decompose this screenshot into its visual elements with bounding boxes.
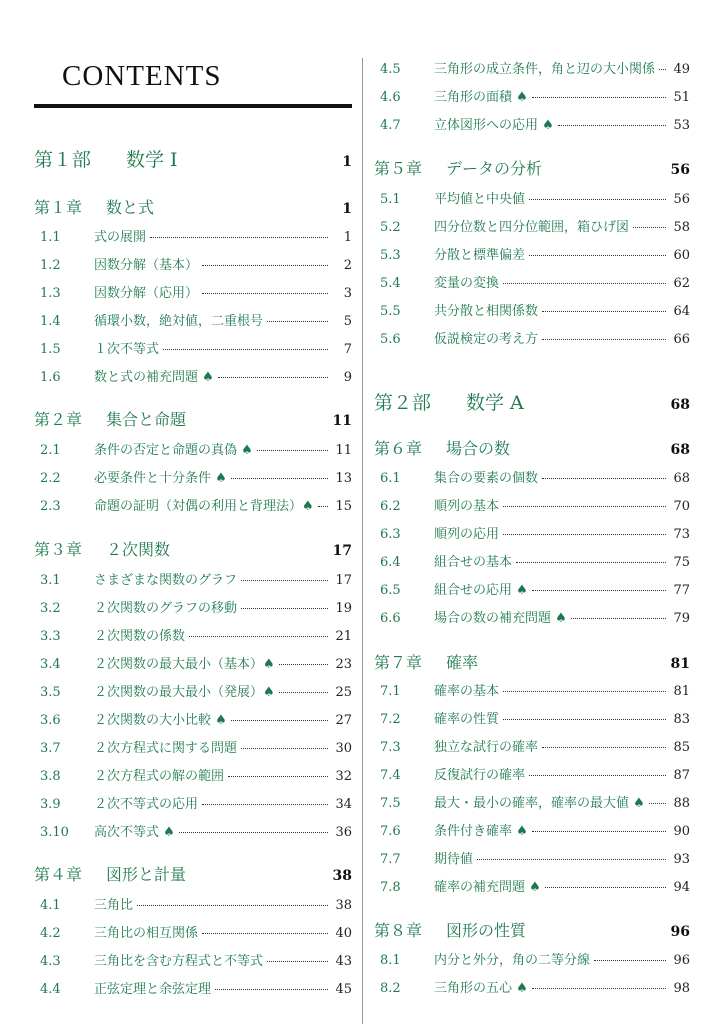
dot-leader xyxy=(241,608,328,609)
section-page: 56 xyxy=(673,192,690,207)
toc-entry-1-4[interactable] xyxy=(34,310,352,329)
chapter-number: 第３章 xyxy=(34,540,83,559)
section-page: 70 xyxy=(673,499,690,514)
toc-entry-7-8[interactable] xyxy=(374,876,690,895)
toc-entry-1-1[interactable] xyxy=(34,226,352,245)
section-title: 条件付き確率 ♠ xyxy=(434,824,528,839)
section-number: 7.1 xyxy=(380,684,401,699)
toc-left-column xyxy=(34,0,352,1024)
dot-leader xyxy=(241,580,328,581)
dot-leader xyxy=(503,691,666,692)
dot-leader xyxy=(571,618,666,619)
section-title: 反復試行の確率 xyxy=(434,768,526,783)
dot-leader xyxy=(503,506,666,507)
dot-leader xyxy=(202,804,328,805)
dot-leader xyxy=(529,255,666,256)
section-number: 6.2 xyxy=(380,499,401,514)
section-number: 8.2 xyxy=(380,981,401,996)
section-number: 6.5 xyxy=(380,583,401,598)
dot-leader xyxy=(218,377,328,378)
toc-entry-4-7[interactable] xyxy=(374,114,690,133)
section-page: 77 xyxy=(673,583,690,598)
toc-entry-7-2[interactable] xyxy=(374,708,690,727)
toc-entry-4-2[interactable] xyxy=(34,922,352,941)
toc-entry-2-3[interactable] xyxy=(34,495,352,514)
toc-entry-6-3[interactable] xyxy=(374,523,690,542)
dot-leader xyxy=(542,311,666,312)
section-title: さまざまな関数のグラフ xyxy=(94,573,238,588)
section-page: 3 xyxy=(343,286,352,301)
section-page: 9 xyxy=(343,370,352,385)
toc-chapter-7[interactable] xyxy=(374,650,690,673)
toc-chapter-4[interactable] xyxy=(34,862,352,885)
toc-entry-4-1[interactable] xyxy=(34,894,352,913)
toc-entry-2-2[interactable] xyxy=(34,467,352,486)
dot-leader xyxy=(202,933,328,934)
chapter-title: データの分析 xyxy=(446,159,543,178)
section-title: １次不等式 xyxy=(94,342,160,357)
section-title: 条件の否定と命題の真偽 ♠ xyxy=(94,443,253,458)
toc-entry-6-2[interactable] xyxy=(374,495,690,514)
section-number: 5.6 xyxy=(380,332,401,347)
dot-leader xyxy=(542,339,666,340)
section-title: 三角比を含む方程式と不等式 xyxy=(94,954,264,969)
section-number: 7.5 xyxy=(380,796,401,811)
section-page: 68 xyxy=(673,471,690,486)
contents-heading: CONTENTS xyxy=(62,60,222,92)
section-page: 58 xyxy=(673,220,690,235)
chapter-title: 場合の数 xyxy=(446,439,511,458)
section-title: 因数分解（基本） xyxy=(94,258,199,273)
section-title: 共分散と相関係数 xyxy=(434,304,539,319)
chapter-number: 第７章 xyxy=(374,653,423,672)
section-title: ２次方程式に関する問題 xyxy=(94,741,238,756)
toc-chapter-3[interactable] xyxy=(34,537,352,560)
section-number: 5.4 xyxy=(380,276,401,291)
section-page: 45 xyxy=(335,982,352,997)
dot-leader xyxy=(189,636,328,637)
dot-leader xyxy=(532,988,666,989)
toc-entry-8-2[interactable] xyxy=(374,977,690,996)
section-page: 17 xyxy=(335,573,352,588)
section-page: 19 xyxy=(335,601,352,616)
toc-entry-5-2[interactable] xyxy=(374,216,690,235)
dot-leader xyxy=(279,692,328,693)
section-page: 38 xyxy=(335,898,352,913)
section-title: 高次不等式 ♠ xyxy=(94,825,175,840)
dot-leader xyxy=(529,775,666,776)
section-title: 必要条件と十分条件 ♠ xyxy=(94,471,227,486)
section-page: 23 xyxy=(335,657,352,672)
section-title: 確率の補充問題 ♠ xyxy=(434,880,541,895)
dot-leader xyxy=(163,349,328,350)
section-page: 11 xyxy=(335,443,352,458)
dot-leader xyxy=(231,720,328,721)
chapter-page: 38 xyxy=(332,868,352,884)
section-number: 1.4 xyxy=(40,314,61,329)
chapter-number: 第２章 xyxy=(34,410,83,429)
dot-leader xyxy=(137,905,328,906)
section-number: 7.6 xyxy=(380,824,401,839)
section-title: ２次方程式の解の範囲 xyxy=(94,769,225,784)
toc-entry-7-4[interactable] xyxy=(374,764,690,783)
dot-leader xyxy=(545,887,666,888)
dot-leader xyxy=(633,227,666,228)
dot-leader xyxy=(542,478,666,479)
dot-leader xyxy=(532,831,666,832)
dot-leader xyxy=(503,719,666,720)
toc-entry-1-6[interactable] xyxy=(34,366,352,385)
chapter-title: ２次関数 xyxy=(106,540,171,559)
section-page: 96 xyxy=(673,953,690,968)
toc-entry-7-7[interactable] xyxy=(374,848,690,867)
section-page: 40 xyxy=(335,926,352,941)
section-title: 分散と標準偏差 xyxy=(434,248,526,263)
part-page: 1 xyxy=(342,154,352,170)
section-number: 4.3 xyxy=(40,954,61,969)
section-page: 21 xyxy=(335,629,352,644)
section-number: 3.9 xyxy=(40,797,61,812)
toc-entry-7-1[interactable] xyxy=(374,680,690,699)
dot-leader xyxy=(529,199,666,200)
section-title: 確率の性質 xyxy=(434,712,500,727)
toc-entry-5-3[interactable] xyxy=(374,244,690,263)
part-title: 数学 A xyxy=(466,392,524,414)
section-number: 6.3 xyxy=(380,527,401,542)
section-title: 三角形の面積 ♠ xyxy=(434,90,528,105)
section-number: 2.2 xyxy=(40,471,61,486)
section-title: 集合の要素の個数 xyxy=(434,471,539,486)
dot-leader xyxy=(542,747,666,748)
section-number: 2.1 xyxy=(40,443,61,458)
part-number: 第１部 xyxy=(34,149,92,171)
section-number: 3.2 xyxy=(40,601,61,616)
section-number: 4.7 xyxy=(380,118,401,133)
section-title: ２次関数の係数 xyxy=(94,629,186,644)
section-number: 3.5 xyxy=(40,685,61,700)
dot-leader xyxy=(477,859,666,860)
section-page: 7 xyxy=(343,342,352,357)
section-number: 5.3 xyxy=(380,248,401,263)
section-number: 1.6 xyxy=(40,370,61,385)
section-title: 四分位数と四分位範囲，箱ひげ図 xyxy=(434,220,630,235)
dot-leader xyxy=(516,562,666,563)
toc-entry-7-3[interactable] xyxy=(374,736,690,755)
section-title: 期待値 xyxy=(434,852,474,867)
section-page: 87 xyxy=(673,768,690,783)
chapter-page: 81 xyxy=(670,656,690,672)
section-page: 73 xyxy=(673,527,690,542)
section-number: 5.1 xyxy=(380,192,401,207)
section-title: 変量の変換 xyxy=(434,276,500,291)
section-title: 式の展開 xyxy=(94,230,147,245)
dot-leader xyxy=(202,265,328,266)
section-number: 5.5 xyxy=(380,304,401,319)
section-number: 3.1 xyxy=(40,573,61,588)
section-title: ２次不等式の応用 xyxy=(94,797,199,812)
section-number: 4.1 xyxy=(40,898,61,913)
section-page: 49 xyxy=(673,62,690,77)
dot-leader xyxy=(215,989,328,990)
section-page: 93 xyxy=(673,852,690,867)
chapter-page: 96 xyxy=(670,924,690,940)
chapter-page: 11 xyxy=(332,413,352,429)
section-number: 3.6 xyxy=(40,713,61,728)
section-title: 循環小数，絶対値，二重根号 xyxy=(94,314,264,329)
section-title: 立体図形への応用 ♠ xyxy=(434,118,554,133)
section-page: 5 xyxy=(343,314,352,329)
dot-leader xyxy=(150,237,328,238)
section-number: 6.4 xyxy=(380,555,401,570)
section-number: 7.8 xyxy=(380,880,401,895)
section-title: 内分と外分，角の二等分線 xyxy=(434,953,591,968)
section-title: 確率の基本 xyxy=(434,684,500,699)
dot-leader xyxy=(267,961,328,962)
dot-leader xyxy=(241,748,328,749)
toc-entry-6-1[interactable] xyxy=(374,467,690,486)
toc-entry-3-10[interactable] xyxy=(34,821,352,840)
section-number: 7.7 xyxy=(380,852,401,867)
section-number: 4.5 xyxy=(380,62,401,77)
toc-entry-1-2[interactable] xyxy=(34,254,352,273)
dot-leader xyxy=(503,283,666,284)
section-title: 三角比の相互関係 xyxy=(94,926,199,941)
toc-entry-3-7[interactable] xyxy=(34,737,352,756)
part-title: 数学 I xyxy=(126,149,178,171)
section-title: 数と式の補充問題 ♠ xyxy=(94,370,214,385)
section-number: 3.7 xyxy=(40,741,61,756)
section-number: 3.8 xyxy=(40,769,61,784)
section-page: 13 xyxy=(335,471,352,486)
dot-leader xyxy=(532,590,666,591)
section-title: ２次関数の最大最小（発展）♠ xyxy=(94,685,275,700)
section-title: 平均値と中央値 xyxy=(434,192,526,207)
section-number: 3.4 xyxy=(40,657,61,672)
chapter-title: 図形の性質 xyxy=(446,921,527,940)
section-title: 三角形の五心 ♠ xyxy=(434,981,528,996)
toc-entry-4-3[interactable] xyxy=(34,950,352,969)
section-number: 3.10 xyxy=(40,825,69,840)
toc-entry-5-4[interactable] xyxy=(374,272,690,291)
toc-entry-3-9[interactable] xyxy=(34,793,352,812)
chapter-page: 1 xyxy=(342,201,352,217)
toc-entry-6-4[interactable] xyxy=(374,551,690,570)
toc-entry-6-5[interactable] xyxy=(374,579,690,598)
toc-entry-5-1[interactable] xyxy=(374,188,690,207)
toc-entry-8-1[interactable] xyxy=(374,949,690,968)
chapter-number: 第６章 xyxy=(374,439,423,458)
toc-entry-3-2[interactable] xyxy=(34,597,352,616)
section-page: 27 xyxy=(335,713,352,728)
toc-entry-3-4[interactable] xyxy=(34,653,352,672)
section-page: 30 xyxy=(335,741,352,756)
dot-leader xyxy=(659,69,666,70)
dot-leader xyxy=(228,776,328,777)
chapter-page: 68 xyxy=(670,442,690,458)
section-page: 53 xyxy=(673,118,690,133)
chapter-page: 17 xyxy=(332,543,352,559)
section-number: 1.5 xyxy=(40,342,61,357)
dot-leader xyxy=(257,450,328,451)
column-divider xyxy=(362,58,363,1024)
section-number: 6.6 xyxy=(380,611,401,626)
section-number: 4.6 xyxy=(380,90,401,105)
toc-entry-5-5[interactable] xyxy=(374,300,690,319)
section-number: 1.2 xyxy=(40,258,61,273)
section-title: 正弦定理と余弦定理 xyxy=(94,982,212,997)
section-page: 32 xyxy=(335,769,352,784)
section-title: 最大・最小の確率，確率の最大値 ♠ xyxy=(434,796,645,811)
toc-part-1[interactable] xyxy=(34,145,352,172)
toc-entry-3-5[interactable] xyxy=(34,681,352,700)
chapter-number: 第５章 xyxy=(374,159,423,178)
section-title: 場合の数の補充問題 ♠ xyxy=(434,611,567,626)
section-page: 83 xyxy=(673,712,690,727)
toc-entry-3-1[interactable] xyxy=(34,569,352,588)
chapter-title: 確率 xyxy=(446,653,479,672)
section-page: 43 xyxy=(335,954,352,969)
section-page: 62 xyxy=(673,276,690,291)
part-page: 68 xyxy=(670,397,690,413)
toc-entry-1-5[interactable] xyxy=(34,338,352,357)
chapter-number: 第８章 xyxy=(374,921,423,940)
chapter-title: 集合と命題 xyxy=(106,410,187,429)
section-title: ２次関数の最大最小（基本）♠ xyxy=(94,657,275,672)
section-page: 36 xyxy=(335,825,352,840)
toc-chapter-6[interactable] xyxy=(374,436,690,459)
section-page: 66 xyxy=(673,332,690,347)
dot-leader xyxy=(532,97,666,98)
section-page: 60 xyxy=(673,248,690,263)
section-title: 三角比 xyxy=(94,898,134,913)
toc-entry-4-4[interactable] xyxy=(34,978,352,997)
section-page: 81 xyxy=(673,684,690,699)
section-page: 1 xyxy=(343,230,352,245)
section-title: 仮説検定の考え方 xyxy=(434,332,539,347)
section-title: 命題の証明（対偶の利用と背理法）♠ xyxy=(94,499,314,514)
toc-chapter-1[interactable] xyxy=(34,195,352,218)
dot-leader xyxy=(558,125,666,126)
section-page: 64 xyxy=(673,304,690,319)
section-page: 2 xyxy=(343,258,352,273)
dot-leader xyxy=(594,960,666,961)
section-page: 85 xyxy=(673,740,690,755)
section-title: ２次関数のグラフの移動 xyxy=(94,601,238,616)
section-number: 5.2 xyxy=(380,220,401,235)
section-title: ２次関数の大小比較 ♠ xyxy=(94,713,227,728)
toc-entry-4-6[interactable] xyxy=(374,86,690,105)
toc-entry-5-6[interactable] xyxy=(374,328,690,347)
section-page: 75 xyxy=(673,555,690,570)
section-number: 8.1 xyxy=(380,953,401,968)
chapter-number: 第１章 xyxy=(34,198,83,217)
section-title: 三角形の成立条件，角と辺の大小関係 xyxy=(434,62,656,77)
section-title: 順列の応用 xyxy=(434,527,500,542)
section-number: 4.4 xyxy=(40,982,61,997)
section-number: 4.2 xyxy=(40,926,61,941)
section-title: 順列の基本 xyxy=(434,499,500,514)
section-number: 7.3 xyxy=(380,740,401,755)
section-page: 34 xyxy=(335,797,352,812)
section-page: 79 xyxy=(673,611,690,626)
dot-leader xyxy=(649,803,666,804)
section-number: 1.1 xyxy=(40,230,61,245)
dot-leader xyxy=(503,534,666,535)
section-number: 2.3 xyxy=(40,499,61,514)
toc-chapter-8[interactable] xyxy=(374,918,690,941)
dot-leader xyxy=(202,293,328,294)
part-number: 第２部 xyxy=(374,392,432,414)
toc-entry-4-5[interactable] xyxy=(374,58,690,77)
toc-entry-3-8[interactable] xyxy=(34,765,352,784)
section-page: 94 xyxy=(673,880,690,895)
toc-entry-2-1[interactable] xyxy=(34,439,352,458)
dot-leader xyxy=(279,664,328,665)
section-number: 6.1 xyxy=(380,471,401,486)
toc-right-column xyxy=(374,0,690,1024)
chapter-number: 第４章 xyxy=(34,865,83,884)
toc-chapter-5[interactable] xyxy=(374,156,690,179)
section-title: 組合せの応用 ♠ xyxy=(434,583,528,598)
section-page: 15 xyxy=(335,499,352,514)
section-title: 組合せの基本 xyxy=(434,555,513,570)
section-page: 25 xyxy=(335,685,352,700)
dot-leader xyxy=(318,506,328,507)
chapter-title: 図形と計量 xyxy=(106,865,187,884)
toc-entry-7-6[interactable] xyxy=(374,820,690,839)
dot-leader xyxy=(179,832,328,833)
chapter-title: 数と式 xyxy=(106,198,155,217)
toc-entry-7-5[interactable] xyxy=(374,792,690,811)
section-page: 98 xyxy=(673,981,690,996)
dot-leader xyxy=(267,321,328,322)
toc-entry-1-3[interactable] xyxy=(34,282,352,301)
section-title: 因数分解（応用） xyxy=(94,286,199,301)
toc-part-2[interactable] xyxy=(374,388,690,415)
toc-entry-3-6[interactable] xyxy=(34,709,352,728)
section-page: 51 xyxy=(673,90,690,105)
section-number: 7.4 xyxy=(380,768,401,783)
section-title: 独立な試行の確率 xyxy=(434,740,539,755)
toc-entry-6-6[interactable] xyxy=(374,607,690,626)
section-page: 90 xyxy=(673,824,690,839)
toc-entry-3-3[interactable] xyxy=(34,625,352,644)
toc-chapter-2[interactable] xyxy=(34,407,352,430)
section-number: 1.3 xyxy=(40,286,61,301)
dot-leader xyxy=(231,478,328,479)
chapter-page: 56 xyxy=(670,162,690,178)
section-number: 7.2 xyxy=(380,712,401,727)
section-page: 88 xyxy=(673,796,690,811)
section-number: 3.3 xyxy=(40,629,61,644)
